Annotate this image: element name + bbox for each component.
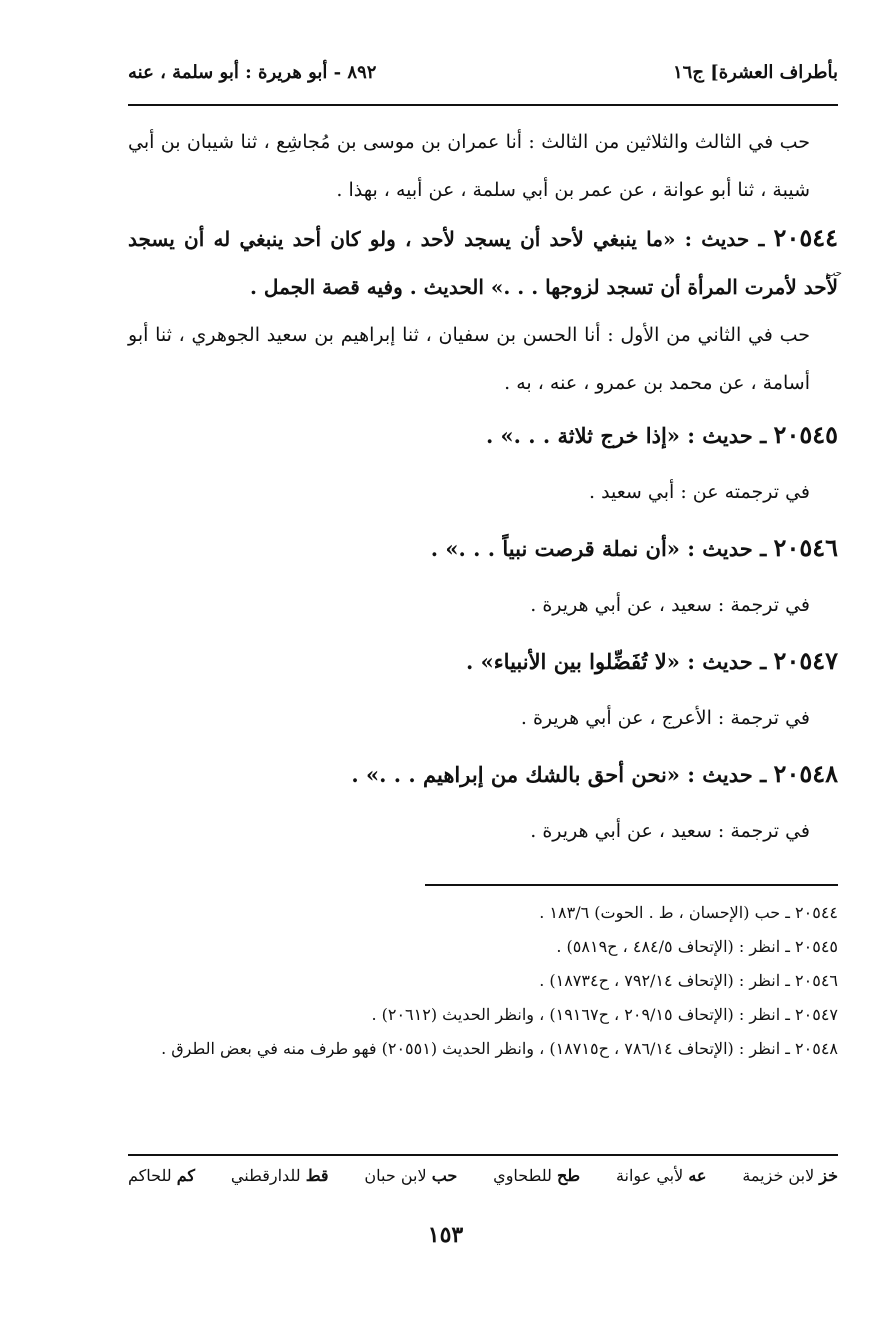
margin-note: حب [825, 268, 842, 279]
running-header [128, 62, 838, 94]
abbreviation-item: حب لابن حبان [364, 1166, 458, 1185]
hadith-entry [128, 520, 838, 577]
hadith-number: ٢٠٥٤٧ [773, 646, 838, 675]
hadith-reference: في ترجمة : الأعرج ، عن أبي هريرة . [520, 707, 810, 729]
abbreviation-item: خز لابن خزيمة [742, 1166, 838, 1185]
isnad-paragraph: حب في الثالث والثلاثين من الثالث : أنا عمران بن موسى بن مُجاشِع ، ثنا شيبان بن أبي شيبة ، ثنا أبو عوانة ، عن عمر بن أبي سلمة ، عن أبيه ، بهذا . [128, 131, 810, 201]
hadith-entry [128, 214, 842, 311]
footnote: ٢٠٥٤٧ ـ انظر : (الإتحاف ٢٠٩/١٥ ، ح١٩١٦٧) ، وانظر الحديث (٢٠٦١٢) . [371, 1005, 838, 1024]
abbreviation-item: قط للدارقطني [230, 1166, 329, 1185]
footnote-rule [425, 884, 838, 886]
abbreviation-key [128, 1166, 838, 1198]
abbreviation-item: طح للطحاوي [493, 1166, 581, 1185]
footnote: ٢٠٥٤٨ ـ انظر : (الإتحاف ٧٨٦/١٤ ، ح١٨٧١٥) ، وانظر الحديث (٢٠٥٥١) فهو طرف منه في بعض الطرق . [161, 1039, 838, 1058]
footnotes [128, 896, 838, 1066]
header-book-title: بأطراف العشرة] ج١٦ [672, 62, 838, 83]
hadith-text: ـ حديث : «لا تُفَضِّلوا بين الأنبياء» . [466, 649, 767, 674]
hadith-entry [128, 633, 838, 690]
hadith-text: ـ حديث : «إذا خرج ثلاثة . . .» . [485, 423, 767, 448]
header-chapter: ٨٩٢ - أبو هريرة : أبو سلمة ، عنه [128, 62, 377, 83]
footnote: ٢٠٥٤٤ ـ حب (الإحسان ، ط . الحوت) ١٨٣/٦ . [539, 903, 838, 922]
hadith-number: ٢٠٥٤٦ [773, 533, 838, 562]
page-number: ١٥٣ [427, 1222, 464, 1248]
abbreviation-item: كم للحاكم [128, 1166, 196, 1185]
isnad-paragraph: حب في الثاني من الأول : أنا الحسن بن سفيان ، ثنا إبراهيم بن سعيد الجوهري ، ثنا أبو أسامة ، عن محمد بن عمرو ، عنه ، به . [128, 324, 810, 394]
hadith-entry [128, 746, 838, 803]
hadith-text: ـ حديث : «أن نملة قرصت نبياً . . .» . [430, 536, 767, 561]
header-rule [128, 104, 838, 106]
footnote: ٢٠٥٤٦ ـ انظر : (الإتحاف ٧٩٢/١٤ ، ح١٨٧٣٤) . [539, 971, 838, 990]
hadith-reference: في ترجمة : سعيد ، عن أبي هريرة . [530, 820, 810, 842]
hadith-text: ـ حديث : «ما ينبغي لأحد أن يسجد لأحد ، ولو كان أحد ينبغي له أن يسجد لأحد لأمرت المرأة أن تسجد لزوجها . . .» الحديث . وفيه قصة الجمل . [128, 227, 838, 299]
hadith-entry [128, 407, 838, 464]
hadith-number: ٢٠٥٤٨ [773, 759, 838, 788]
hadith-text: ـ حديث : «نحن أحق بالشك من إبراهيم . . .» . [351, 762, 767, 787]
hadith-number: ٢٠٥٤٤ [773, 223, 838, 252]
main-text [128, 118, 842, 859]
hadith-reference: في ترجمة : سعيد ، عن أبي هريرة . [530, 594, 810, 616]
hadith-number: ٢٠٥٤٥ [773, 420, 838, 449]
abbreviation-item: عه لأبي عوانة [615, 1166, 707, 1185]
abbreviation-rule [128, 1154, 838, 1156]
hadith-reference: في ترجمته عن : أبي سعيد . [588, 481, 810, 503]
footnote: ٢٠٥٤٥ ـ انظر : (الإتحاف ٤٨٤/٥ ، ح٥٨١٩) . [556, 937, 838, 956]
